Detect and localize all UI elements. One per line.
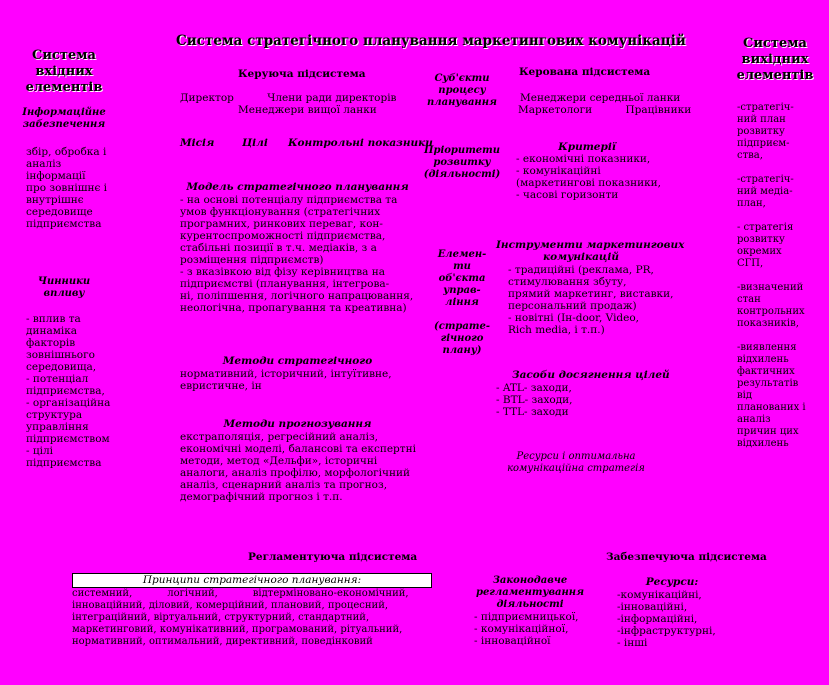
output-line: фактичних xyxy=(737,366,795,377)
forecasting-methods-text: екстраполяція, регресійний аналіз, економічні моделі, балансові та експертні методи, метод «Дельфи», історичні аналоги, аналіз профілю, морфологічний аналіз, сценарний аналіз та прогноз, демографічний прогноз і т.п. xyxy=(180,431,416,503)
communication-instruments-title: Інструменти маркетингових комунікацій xyxy=(496,239,685,263)
criteria-text: - економічні показники, - комунікаційні (маркетингові показники, - часові горизонти xyxy=(516,153,662,201)
managed-roles-line2: Маркетологи Працівники xyxy=(518,104,692,116)
forecasting-methods-title: Методи прогнозування xyxy=(223,418,372,430)
output-line: планованих і xyxy=(737,402,806,413)
output-line: розвитку xyxy=(737,234,785,245)
output-line xyxy=(737,162,827,174)
planning-model-title: Модель стратегічного планування xyxy=(186,181,409,193)
output-line: -стратегіч- xyxy=(737,102,794,113)
regulating-subsystem-title: Регламентуюча підсистема xyxy=(248,551,418,563)
output-line: - стратегія xyxy=(737,222,794,233)
goals-label: Цілі xyxy=(242,137,268,149)
output-elements-title: Система вихідних елементів xyxy=(736,36,814,83)
influence-factors-title: Чинники впливу xyxy=(37,276,91,299)
output-line: ства, xyxy=(737,150,763,161)
resources-list: -комунікаційні, -інноваційні, -інформаційні, -інфраструктурні, - інші xyxy=(617,589,716,649)
output-line: результатів xyxy=(737,378,799,389)
output-line: показників, xyxy=(737,318,799,329)
influence-factors-text: - вплив та динаміка факторів зовнішнього середовища, - потенціал підприємства, - організаційна структура управління підприємством - цілі підприємства xyxy=(26,313,111,469)
object-elements-label: Елемен- ти об'єкта управ- ління (страте- гічного плану) xyxy=(434,249,490,356)
output-line: -стратегіч- xyxy=(737,174,794,185)
managing-subsystem-title: Керуюча підсистема xyxy=(238,68,366,80)
communication-instruments-text: - традиційні (реклама, PR, стимулювання збуту, прямий маркетинг, виставки, персональний продаж) - новітні (Ін-door, Video, Rich media, і т.п.) xyxy=(508,264,674,336)
managing-roles-line1: Директор Члени ради директорів xyxy=(180,92,397,104)
output-line: відхилень xyxy=(737,438,789,449)
output-line: -виявлення xyxy=(737,342,797,353)
output-elements-list xyxy=(737,102,827,450)
criteria-title: Критерії xyxy=(558,141,616,153)
resources-strategy-text: Ресурси і оптимальна комунікаційна стратегія xyxy=(507,451,645,474)
output-line: ний медіа- xyxy=(737,186,793,197)
output-line: план, xyxy=(737,198,766,209)
output-line xyxy=(737,270,827,282)
output-line: -визначений xyxy=(737,282,804,293)
output-line: відхилень xyxy=(737,354,789,365)
output-line: підприєм- xyxy=(737,138,790,149)
managed-roles-line1: Менеджери середньої ланки xyxy=(520,92,681,104)
output-line xyxy=(737,330,827,342)
control-indicators-label: Контрольні показники xyxy=(288,137,433,149)
goal-means-title: Засоби досягнення цілей xyxy=(512,369,670,381)
managing-roles-line2: Менеджери вищої ланки xyxy=(238,104,377,116)
output-line: від xyxy=(737,390,752,401)
legislative-regulation-title: Законодавче регламентування діяльності xyxy=(475,575,585,610)
strategic-methods-text: нормативний, історичний, інтуїтивне, евристичне, ін xyxy=(180,368,392,392)
info-support-text: збір, обробка і аналіз інформації про зовнішнє і внутрішнє середовище підприємства xyxy=(26,146,108,230)
output-line: контрольних xyxy=(737,306,805,317)
planning-subjects-label: Суб'єкти процесу планування xyxy=(427,73,497,108)
diagram-title: Система стратегічного планування маркетингових комунікацій xyxy=(176,33,686,49)
planning-principles-title: Принципи стратегічного планування: xyxy=(72,573,432,588)
legislative-regulation-text: - підприємницької, - комунікаційної, - інноваційної xyxy=(474,611,579,647)
development-priorities-label: Пріоритети розвитку (діяльності) xyxy=(423,145,501,180)
output-line: стан xyxy=(737,294,761,305)
output-line: причин цих xyxy=(737,426,799,437)
mission-label: Місія xyxy=(180,137,215,149)
planning-model-text: - на основі потенціалу підприємства та умов функціонування (стратегічних програмних, ринкових переваг, кон- курентоспроможності підприємства, стабільні позиції в т.ч. медіаків, з а розміщення підприємств) - з вказівкою від фізу керівництва на підприємстві (планування, інтегрова- ні, поліпшення, логічного напрацювання, неологічна, пропагування та креативна) xyxy=(180,194,414,314)
info-support-title: Інформаційне забезпечення xyxy=(22,107,106,130)
output-line: СГП, xyxy=(737,258,764,269)
output-line: ний план xyxy=(737,114,786,125)
output-line: окремих xyxy=(737,246,782,257)
output-line: розвитку xyxy=(737,126,785,137)
output-line xyxy=(737,210,827,222)
strategic-methods-title: Методи стратегічного xyxy=(222,355,373,367)
managed-subsystem-title: Керована підсистема xyxy=(519,66,651,78)
output-line: аналіз xyxy=(737,414,771,425)
goal-means-text: - ATL- заходи, - BTL- заходи, - TTL- заходи xyxy=(496,382,573,418)
input-elements-title: Система вхідних елементів xyxy=(25,48,103,95)
planning-principles-text: системний, логічний, відтерміновано-економічний, інноваційний, діловий, комерційний, плановий, процесний, інтеграційний, віртуальний, структурний, стандартний, маркетинговий, комунікативний, програмований, рітуальний, нормативний, оптимальний, директивний, поведінковий xyxy=(72,588,409,647)
resources-title: Ресурси: xyxy=(645,576,699,588)
supporting-subsystem-title: Забезпечуюча підсистема xyxy=(606,551,767,563)
